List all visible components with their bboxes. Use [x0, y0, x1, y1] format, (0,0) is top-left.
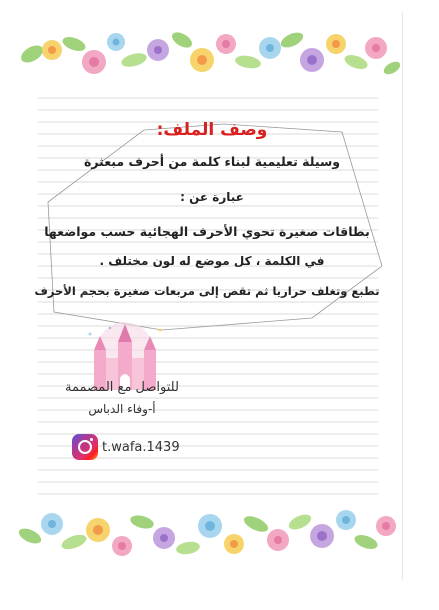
instagram-contact[interactable] — [72, 432, 180, 462]
worksheet-page — [12, 12, 403, 580]
description-line-1: وسيلة تعليمية لبناء كلمة من أحرف مبعثرة — [83, 154, 341, 169]
instagram-handle[interactable]: t.wafa.1439 — [102, 439, 180, 455]
contact-designer-line: للتواصل مع المصممة — [65, 380, 179, 395]
description-line-3: بطاقات صغيرة تحوي الأحرف الهجائية حسب مواضعها — [44, 224, 370, 239]
instagram-icon — [72, 434, 98, 460]
designer-name: أ-وفاء الدباس — [88, 402, 156, 416]
floral-border-top — [12, 22, 402, 92]
description-line-2: عبارة عن : — [180, 190, 244, 204]
floral-border-bottom — [12, 500, 402, 570]
description-line-4: في الكلمة ، كل موضع له لون مختلف . — [99, 254, 325, 268]
page-title: وصف الملف: — [156, 120, 268, 140]
description-line-5: تطبع وتغلف حراريا ثم تقص إلى مربعات صغيرة بحجم الأحرف — [34, 284, 380, 298]
